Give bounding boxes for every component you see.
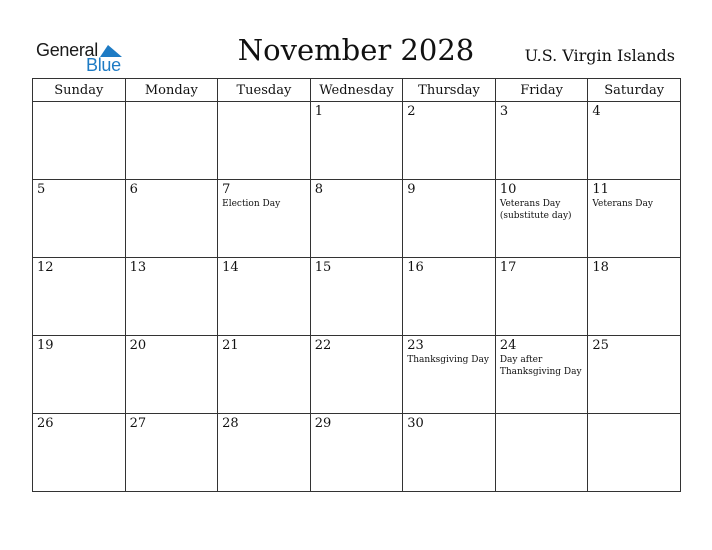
day-cell — [403, 414, 496, 492]
week-row — [33, 258, 681, 336]
day-cell — [495, 102, 588, 180]
day-cell — [310, 258, 403, 336]
holiday-label — [588, 353, 680, 354]
day-cell — [33, 258, 126, 336]
day-number: 18 — [592, 260, 609, 275]
holiday-label — [218, 105, 310, 106]
day-cell — [33, 414, 126, 492]
day-cell — [125, 414, 218, 492]
holiday-label — [403, 119, 495, 120]
day-cell — [588, 102, 681, 180]
day-number: 16 — [407, 260, 424, 275]
holiday-label — [33, 105, 125, 106]
day-cell — [125, 102, 218, 180]
week-row — [33, 414, 681, 492]
day-cell — [310, 336, 403, 414]
holiday-label: Veterans Day — [592, 199, 653, 209]
holiday-label — [126, 197, 218, 198]
region-name: U.S. Virgin Islands — [524, 46, 675, 65]
day-cell — [588, 336, 681, 414]
day-number: 30 — [407, 416, 424, 431]
day-cell — [33, 180, 126, 258]
holiday-label — [126, 275, 218, 276]
day-cell — [33, 336, 126, 414]
holiday-label — [311, 197, 403, 198]
holiday-label — [496, 417, 588, 418]
holiday-label — [126, 353, 218, 354]
day-number: 21 — [222, 338, 239, 353]
month-title: November 2028 — [237, 33, 475, 67]
day-number: 24 — [499, 338, 517, 353]
day-cell — [495, 180, 588, 258]
day-cell — [495, 414, 588, 492]
holiday-label — [496, 119, 588, 120]
day-cell — [588, 258, 681, 336]
day-cell — [310, 180, 403, 258]
day-number: 22 — [314, 338, 332, 353]
day-number: 29 — [314, 416, 332, 431]
weekday-header: Wednesday — [310, 79, 403, 102]
day-cell — [218, 180, 311, 258]
holiday-label: Veterans Day (substitute day) — [499, 199, 572, 221]
weekday-header: Saturday — [588, 79, 681, 102]
day-cell — [403, 180, 496, 258]
holiday-label: Election Day — [222, 199, 281, 209]
holiday-label — [588, 119, 680, 120]
day-cell — [403, 336, 496, 414]
day-cell — [403, 102, 496, 180]
holiday-label — [218, 431, 310, 432]
day-cell — [495, 336, 588, 414]
holiday-label — [218, 275, 310, 276]
day-number: 20 — [129, 338, 147, 353]
calendar-header — [0, 0, 712, 78]
holiday-label — [33, 197, 125, 198]
holiday-label — [403, 275, 495, 276]
day-cell — [218, 414, 311, 492]
day-number: 1 — [314, 104, 323, 119]
holiday-label — [311, 275, 403, 276]
holiday-label — [588, 417, 680, 418]
day-cell — [125, 180, 218, 258]
holiday-label — [311, 353, 403, 354]
holiday-label — [311, 119, 403, 120]
day-number: 14 — [222, 260, 239, 275]
day-number: 23 — [407, 338, 424, 353]
day-number: 27 — [129, 416, 147, 431]
day-number: 19 — [37, 338, 54, 353]
day-cell — [218, 102, 311, 180]
day-number: 3 — [499, 104, 509, 119]
day-cell — [310, 414, 403, 492]
holiday-label — [311, 431, 403, 432]
logo-text-blue: Blue — [86, 55, 121, 75]
holiday-label — [403, 431, 495, 432]
day-number: 5 — [37, 182, 46, 197]
week-row — [33, 180, 681, 258]
day-number: 2 — [407, 104, 416, 119]
holiday-label — [33, 275, 125, 276]
day-number: 6 — [129, 182, 138, 197]
day-cell — [218, 336, 311, 414]
holiday-label — [33, 353, 125, 354]
holiday-label: Thanksgiving Day — [407, 355, 489, 365]
day-cell — [125, 336, 218, 414]
holiday-label — [496, 275, 588, 276]
day-number: 10 — [499, 182, 517, 197]
day-number: 11 — [592, 182, 609, 197]
day-number: 9 — [407, 182, 416, 197]
holiday-label — [126, 431, 218, 432]
day-cell — [33, 102, 126, 180]
day-number: 28 — [222, 416, 239, 431]
weekday-header: Tuesday — [218, 79, 311, 102]
holiday-label — [33, 431, 125, 432]
day-number: 7 — [222, 182, 231, 197]
weekday-header: Monday — [125, 79, 218, 102]
day-number: 8 — [314, 182, 323, 197]
week-row — [33, 102, 681, 180]
day-cell — [125, 258, 218, 336]
holiday-label — [218, 353, 310, 354]
holiday-label: Day after Thanksgiving Day — [499, 355, 582, 377]
day-cell — [588, 180, 681, 258]
day-number: 4 — [592, 104, 601, 119]
day-cell — [310, 102, 403, 180]
holiday-label — [588, 275, 680, 276]
holiday-label — [403, 197, 495, 198]
day-number: 15 — [314, 260, 332, 275]
day-number: 26 — [37, 416, 54, 431]
weekday-header: Thursday — [403, 79, 496, 102]
day-cell — [403, 258, 496, 336]
day-cell — [588, 414, 681, 492]
day-number: 13 — [129, 260, 147, 275]
weekday-header: Friday — [495, 79, 588, 102]
weekday-header-row — [33, 79, 681, 102]
holiday-label — [126, 105, 218, 106]
logo-text-general: General — [36, 40, 98, 60]
day-cell — [218, 258, 311, 336]
month-grid — [32, 78, 681, 492]
day-number: 17 — [499, 260, 517, 275]
weekday-header: Sunday — [33, 79, 126, 102]
week-row — [33, 336, 681, 414]
day-number: 25 — [592, 338, 609, 353]
day-cell — [495, 258, 588, 336]
day-number: 12 — [37, 260, 54, 275]
